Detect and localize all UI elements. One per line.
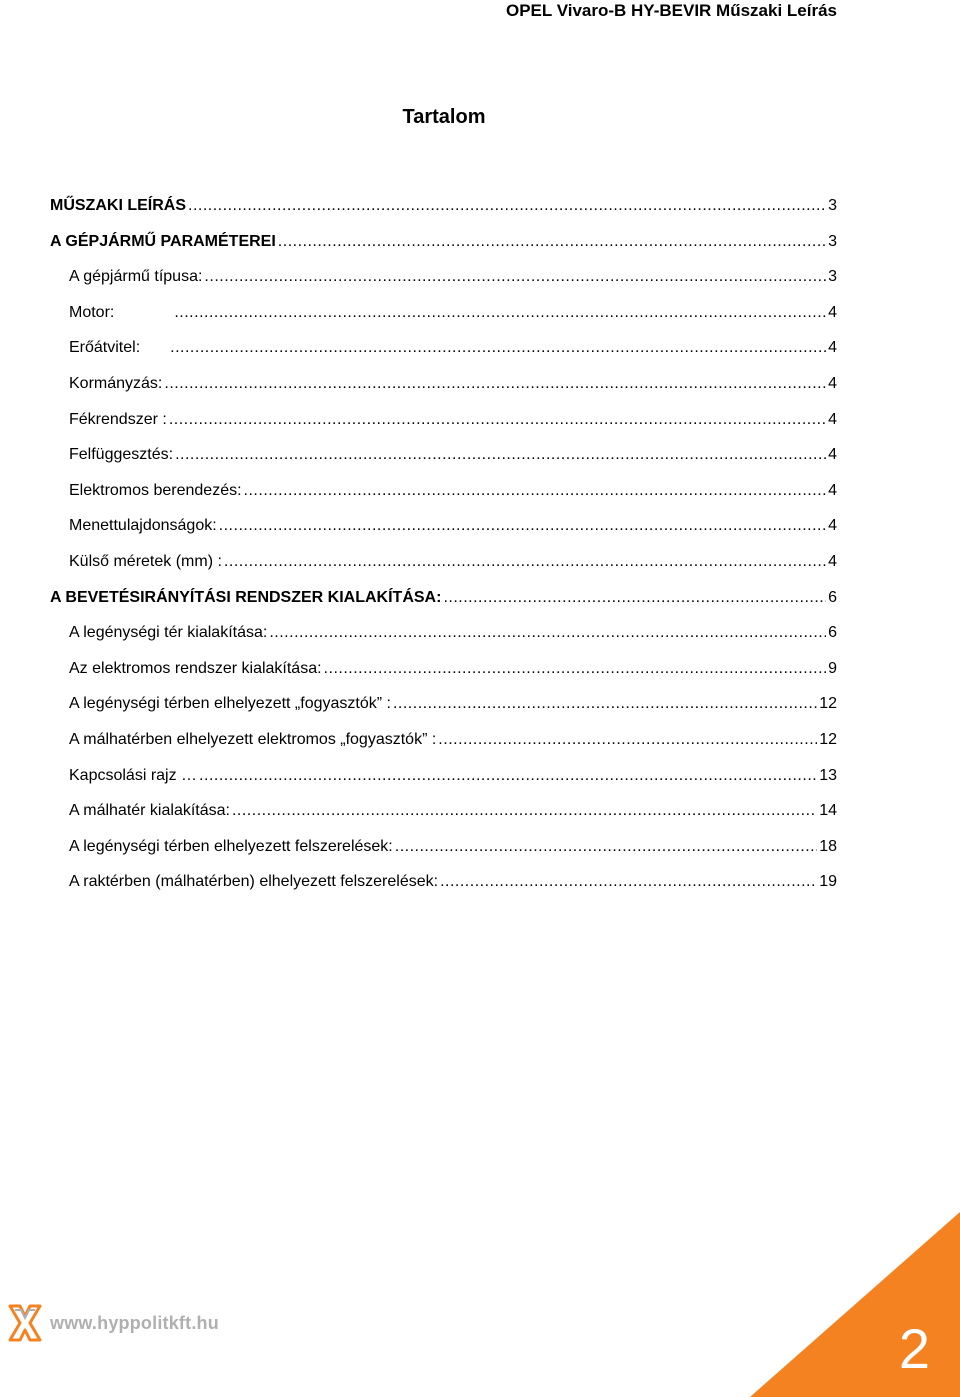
toc-entry-page: 4 [828, 517, 837, 535]
toc-dot-leader [199, 764, 817, 788]
toc-dot-leader [219, 514, 826, 538]
hyppolit-logo-icon [6, 1302, 44, 1344]
toc-entry[interactable] [50, 799, 837, 835]
toc-entry-page: 4 [828, 446, 837, 464]
table-of-contents [50, 194, 837, 906]
toc-entry-label: A málhatér kialakítása: [69, 802, 230, 820]
toc-entry[interactable] [50, 870, 837, 906]
toc-entry-page: 12 [819, 695, 837, 713]
toc-entry[interactable] [50, 657, 837, 693]
toc-entry-label: A málhatérben elhelyezett elektromos „fogyasztók” : [69, 730, 437, 748]
toc-entry-page: 6 [828, 624, 837, 642]
toc-entry-page: 4 [828, 339, 837, 357]
toc-entry-label: MŰSZAKI LEÍRÁS [50, 197, 186, 214]
toc-entry[interactable] [50, 372, 837, 408]
toc-entry-page: 6 [828, 588, 837, 606]
toc-entry-label: A legénységi tér kialakítása: [69, 624, 268, 642]
toc-entry-label: Kapcsolási rajz … [69, 766, 198, 784]
footer-logo [6, 1302, 219, 1344]
toc-entry-label: Motor: [69, 303, 115, 321]
toc-dot-leader [169, 408, 826, 432]
toc-title: Tartalom [402, 106, 486, 128]
toc-entry-label: Erőátvitel: [69, 339, 141, 357]
toc-dot-leader [188, 194, 826, 218]
toc-entry-page: 19 [819, 873, 837, 891]
toc-entry[interactable] [50, 230, 837, 266]
toc-dot-leader [324, 657, 827, 681]
toc-entry[interactable] [50, 550, 837, 586]
toc-entry-page: 14 [819, 802, 837, 820]
toc-entry-label: A legénységi térben elhelyezett felszerelések: [69, 837, 393, 855]
toc-dot-leader [395, 835, 817, 859]
toc-entry-page: 3 [828, 268, 837, 286]
toc-entry-page: 13 [819, 766, 837, 784]
toc-entry[interactable] [50, 514, 837, 550]
toc-entry[interactable] [50, 764, 837, 800]
toc-entry-page: 4 [828, 481, 837, 499]
toc-entry-label: A gépjármű típusa: [69, 268, 203, 286]
page-number: 2 [898, 1317, 930, 1380]
toc-entry-page: 3 [828, 232, 837, 250]
toc-entry-page: 4 [828, 410, 837, 428]
toc-entry[interactable] [50, 443, 837, 479]
footer-url[interactable]: www.hyppolitkft.hu [50, 1312, 219, 1333]
toc-dot-leader [438, 728, 817, 752]
toc-entry[interactable] [50, 301, 837, 337]
toc-entry[interactable] [50, 621, 837, 657]
toc-entry-label: A BEVETÉSIRÁNYÍTÁSI RENDSZER KIALAKÍTÁSA: [50, 588, 442, 606]
toc-dot-leader [174, 301, 826, 325]
toc-dot-leader [278, 230, 826, 254]
toc-entry[interactable] [50, 586, 837, 622]
toc-dot-leader [175, 443, 826, 467]
toc-dot-leader [232, 799, 817, 823]
toc-entry-label: Kormányzás: [69, 374, 163, 392]
toc-dot-leader [224, 550, 826, 574]
toc-dot-leader [244, 479, 827, 503]
toc-entry[interactable] [50, 336, 837, 372]
toc-entry[interactable] [50, 265, 837, 301]
toc-entry[interactable] [50, 692, 837, 728]
toc-entry-label: A raktérben (málhatérben) elhelyezett felszerelések: [69, 873, 439, 891]
toc-entry-page: 4 [828, 552, 837, 570]
toc-entry[interactable] [50, 408, 837, 444]
toc-entry-page: 12 [819, 730, 837, 748]
toc-entry[interactable] [50, 194, 837, 230]
toc-dot-leader [204, 265, 826, 289]
toc-entry[interactable] [50, 835, 837, 871]
toc-entry-label: A GÉPJÁRMŰ PARAMÉTEREI [50, 232, 276, 250]
toc-entry-label: Külső méretek (mm) : [69, 552, 222, 570]
toc-dot-leader [393, 692, 817, 716]
toc-dot-leader [170, 336, 826, 360]
running-header: OPEL Vivaro-B HY-BEVIR Műszaki Leírás [506, 1, 837, 20]
toc-dot-leader [440, 870, 817, 894]
toc-entry-page: 3 [828, 197, 837, 214]
toc-entry-page: 18 [819, 837, 837, 855]
toc-entry-page: 4 [828, 374, 837, 392]
toc-entry-label: Menettulajdonságok: [69, 517, 217, 535]
toc-dot-leader [269, 621, 826, 645]
toc-entry-label: Fékrendszer : [69, 410, 167, 428]
toc-entry-page: 9 [828, 659, 837, 677]
toc-dot-leader [443, 586, 826, 610]
toc-entry-page: 4 [828, 303, 837, 321]
toc-entry-label: A legénységi térben elhelyezett „fogyasztók” : [69, 695, 391, 713]
toc-entry-label: Elektromos berendezés: [69, 481, 242, 499]
toc-entry-label: Felfüggesztés: [69, 446, 174, 464]
toc-entry-label: Az elektromos rendszer kialakítása: [69, 659, 322, 677]
toc-dot-leader [164, 372, 826, 396]
toc-entry[interactable] [50, 479, 837, 515]
toc-entry[interactable] [50, 728, 837, 764]
